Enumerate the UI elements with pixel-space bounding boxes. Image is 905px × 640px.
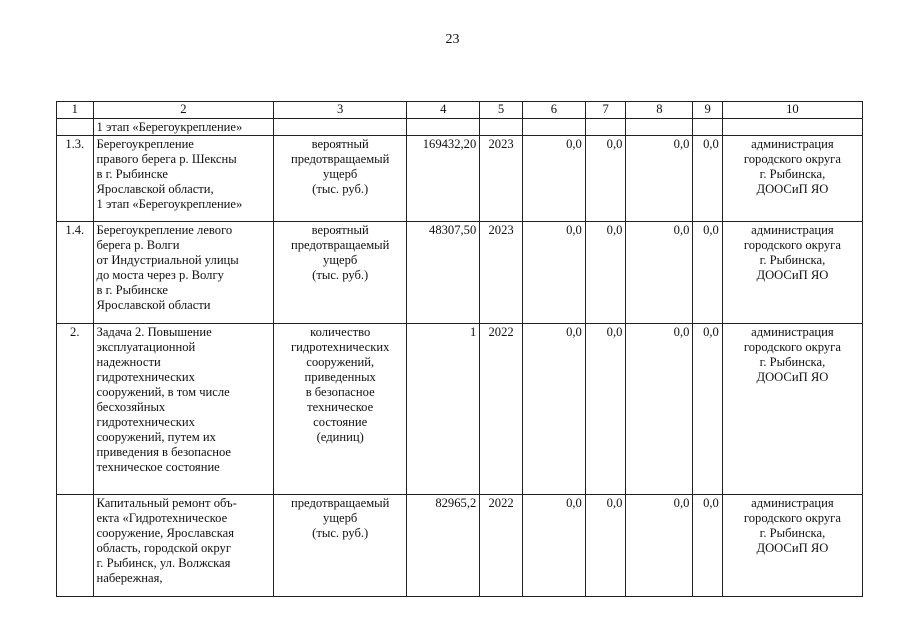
item-name-line: до моста через р. Волгу (96, 268, 224, 282)
year: 2022 (480, 495, 523, 597)
indicator-line: в безопасное (305, 385, 375, 399)
funding-value: 0,0 (626, 222, 693, 324)
funding-value: 0,0 (522, 222, 585, 324)
responsible-party-line: городского округа (743, 340, 841, 354)
indicator-value: 82965,2 (407, 495, 480, 597)
item-number (57, 119, 94, 136)
item-name-line: приведения в безопасное (96, 445, 231, 459)
responsible-party-line: ДООСиП ЯО (756, 541, 829, 555)
funding-value: 0,0 (626, 495, 693, 597)
item-name-line: набережная, (96, 571, 163, 585)
indicator-line: количество (310, 325, 371, 339)
table-row (57, 222, 863, 324)
responsible-party (722, 324, 862, 495)
indicator-value: 48307,50 (407, 222, 480, 324)
indicator-line: гидротехнических (290, 340, 390, 354)
item-name (93, 136, 274, 222)
indicator-line: техническое (307, 400, 374, 414)
indicator (274, 119, 407, 136)
item-name-line: сооружений, в том числе (96, 385, 230, 399)
item-name-line: Ярославской области (96, 298, 211, 312)
responsible-party (722, 136, 862, 222)
item-name-line: Капитальный ремонт объ- (96, 496, 237, 510)
responsible-party-line: ДООСиП ЯО (756, 182, 829, 196)
responsible-party-line: г. Рыбинска, (759, 253, 826, 267)
indicator-line: (тыс. руб.) (312, 182, 369, 196)
indicator-line: (единиц) (316, 430, 364, 444)
item-name-line: в г. Рыбинске (96, 167, 169, 181)
responsible-party (722, 222, 862, 324)
funding-value: 0,0 (626, 324, 693, 495)
item-name-line: г. Рыбинск, ул. Волжская (96, 556, 231, 570)
item-name-line: сооружение, Ярославская (96, 526, 235, 540)
indicator-line: вероятный (311, 137, 369, 151)
indicator-line: (тыс. руб.) (312, 526, 369, 540)
column-number: 10 (722, 102, 862, 119)
column-number: 3 (274, 102, 407, 119)
indicator-line: ущерб (323, 167, 358, 181)
table-row (57, 136, 863, 222)
indicator-line: состояние (313, 415, 368, 429)
item-name (93, 222, 274, 324)
item-name (93, 495, 274, 597)
responsible-party-line: администрация (751, 223, 834, 237)
item-name-line: надежности (96, 355, 161, 369)
item-number (57, 495, 94, 597)
column-number: 2 (93, 102, 274, 119)
indicator-value: 169432,20 (407, 136, 480, 222)
indicator-line: вероятный (311, 223, 369, 237)
funding-value: 0,0 (522, 495, 585, 597)
year (480, 119, 523, 136)
item-name-line: от Индустриальной улицы (96, 253, 239, 267)
program-table (56, 101, 863, 597)
item-number: 1.3. (57, 136, 94, 222)
indicator-line: (тыс. руб.) (312, 268, 369, 282)
item-name-line: Берегоукрепление левого (96, 223, 233, 237)
responsible-party-line: г. Рыбинска, (759, 355, 826, 369)
funding-value (693, 119, 722, 136)
item-name (93, 119, 274, 136)
indicator-line: ущерб (323, 253, 358, 267)
indicator-line: предотвращаемый (291, 496, 390, 510)
item-name-line: правого берега р. Шексны (96, 152, 237, 166)
item-name-line: Ярославской области, (96, 182, 214, 196)
responsible-party-line: городского округа (743, 511, 841, 525)
item-number: 1.4. (57, 222, 94, 324)
responsible-party-line: г. Рыбинска, (759, 526, 826, 540)
funding-value (626, 119, 693, 136)
column-number: 1 (57, 102, 94, 119)
year: 2023 (480, 222, 523, 324)
funding-value: 0,0 (693, 495, 722, 597)
responsible-party (722, 495, 862, 597)
responsible-party-line: городского округа (743, 152, 841, 166)
responsible-party-line: администрация (751, 496, 834, 510)
column-number-row (57, 102, 863, 119)
funding-value: 0,0 (585, 324, 626, 495)
item-name-line: 1 этап «Берегоукрепление» (96, 197, 243, 211)
responsible-party (722, 119, 862, 136)
responsible-party-line: ДООСиП ЯО (756, 370, 829, 384)
table-row (57, 119, 863, 136)
page-number: 23 (445, 32, 460, 47)
item-name-line: гидротехнических (96, 370, 195, 384)
item-name-line: бесхозяйных (96, 400, 166, 414)
item-name-line: область, городской округ (96, 541, 231, 555)
item-name (93, 324, 274, 495)
item-name-line: берега р. Волги (96, 238, 180, 252)
column-number: 5 (480, 102, 523, 119)
funding-value: 0,0 (626, 136, 693, 222)
indicator-value: 1 (407, 324, 480, 495)
item-name-line: Берегоукрепление (96, 137, 194, 151)
responsible-party-line: городского округа (743, 238, 841, 252)
funding-value: 0,0 (693, 324, 722, 495)
column-number: 9 (693, 102, 722, 119)
responsible-party-line: администрация (751, 137, 834, 151)
item-number: 2. (57, 324, 94, 495)
funding-value: 0,0 (522, 324, 585, 495)
funding-value: 0,0 (693, 222, 722, 324)
funding-value: 0,0 (585, 495, 626, 597)
indicator-line: предотвращаемый (291, 152, 390, 166)
responsible-party-line: ДООСиП ЯО (756, 268, 829, 282)
table-row (57, 324, 863, 495)
column-number: 7 (585, 102, 626, 119)
funding-value: 0,0 (585, 222, 626, 324)
indicator (274, 222, 407, 324)
indicator (274, 136, 407, 222)
item-name-line: 1 этап «Берегоукрепление» (96, 120, 243, 134)
item-name-line: гидротехнических (96, 415, 195, 429)
responsible-party-line: администрация (751, 325, 834, 339)
column-number: 4 (407, 102, 480, 119)
item-name-line: эксплуатационной (96, 340, 196, 354)
item-name-line: Задача 2. Повышение (96, 325, 212, 339)
funding-value: 0,0 (693, 136, 722, 222)
indicator-line: приведенных (304, 370, 376, 384)
table-row (57, 495, 863, 597)
indicator-line: предотвращаемый (291, 238, 390, 252)
indicator-value (407, 119, 480, 136)
year: 2022 (480, 324, 523, 495)
indicator-line: ущерб (323, 511, 358, 525)
item-name-line: техническое состояние (96, 460, 220, 474)
column-number: 8 (626, 102, 693, 119)
funding-value (585, 119, 626, 136)
year: 2023 (480, 136, 523, 222)
column-number: 6 (522, 102, 585, 119)
indicator (274, 495, 407, 597)
item-name-line: екта «Гидротехническое (96, 511, 228, 525)
item-name-line: сооружений, путем их (96, 430, 216, 444)
indicator-line: сооружений, (306, 355, 375, 369)
responsible-party-line: г. Рыбинска, (759, 167, 826, 181)
funding-value: 0,0 (585, 136, 626, 222)
item-name-line: в г. Рыбинске (96, 283, 169, 297)
indicator (274, 324, 407, 495)
funding-value: 0,0 (522, 136, 585, 222)
funding-value (522, 119, 585, 136)
